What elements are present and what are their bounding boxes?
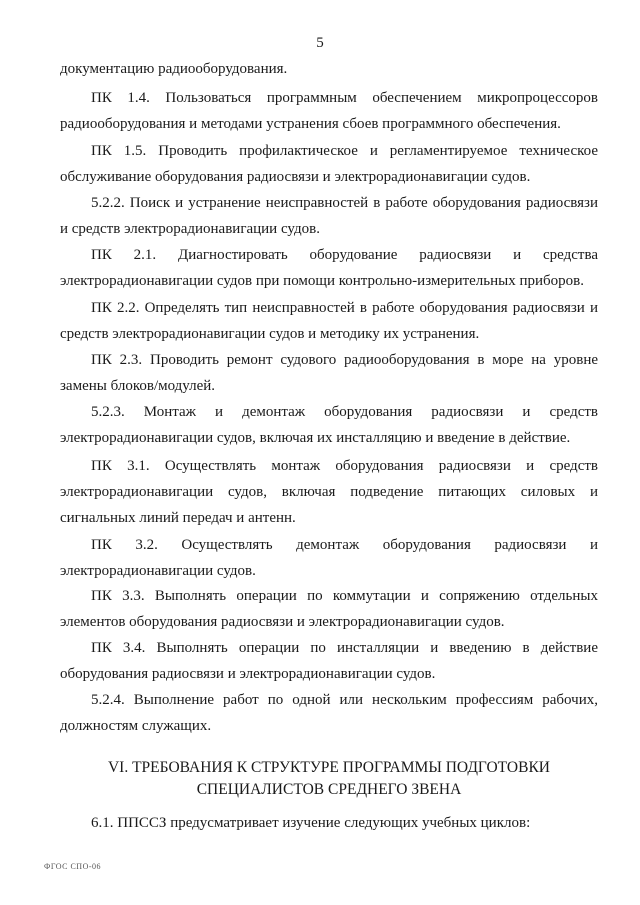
paragraph-pk-3-2: ПК 3.2. Осуществлять демонтаж оборудования радиосвязи и электрорадионавигации судов.: [60, 537, 598, 579]
paragraph-pk-2-1: ПК 2.1. Диагностировать оборудование радиосвязи и средства электрорадионавигации судов при помощи контрольно-измерительных приборов.: [60, 247, 598, 289]
footer-code: ФГОС СПО-06: [44, 862, 102, 871]
paragraph-pk-3-3: ПК 3.3. Выполнять операции по коммутации и сопряжению отдельных элементов оборудования радиосвязи и электрорадионавигации судов.: [60, 588, 598, 630]
paragraph-6-1: 6.1. ППССЗ предусматривает изучение следующих учебных циклов:: [91, 815, 531, 831]
section-heading-line-1: VI. ТРЕБОВАНИЯ К СТРУКТУРЕ ПРОГРАММЫ ПОДГОТОВКИ: [107, 759, 550, 776]
paragraph-5-2-3: 5.2.3. Монтаж и демонтаж оборудования радиосвязи и средств электрорадионавигации судов, включая их инсталляцию и введение в действие.: [60, 404, 598, 446]
paragraph-pk-2-2: ПК 2.2. Определять тип неисправностей в работе оборудования радиосвязи и средств электрорадионавигации судов и методику их устранения.: [60, 300, 598, 342]
section-heading: [60, 757, 598, 801]
section-heading-line-2: СПЕЦИАЛИСТОВ СРЕДНЕГО ЗВЕНА: [196, 781, 462, 798]
paragraph-continuation: документацию радиооборудования.: [60, 61, 288, 77]
page-number: 5: [316, 35, 324, 51]
paragraph-pk-3-4: ПК 3.4. Выполнять операции по инсталляции и введению в действие оборудования радиосвязи и электрорадионавигации судов.: [60, 640, 598, 682]
paragraph-pk-1-4: ПК 1.4. Пользоваться программным обеспечением микропроцессоров радиооборудования и методами устранения сбоев программного обеспечения.: [60, 90, 598, 132]
paragraph-pk-3-1: ПК 3.1. Осуществлять монтаж оборудования радиосвязи и средств электрорадионавигации судов, включая подведение питающих силовых и сигнальных линий передач и антенн.: [60, 458, 598, 526]
paragraph-5-2-2: 5.2.2. Поиск и устранение неисправностей в работе оборудования радиосвязи и средств электрорадионавигации судов.: [60, 195, 598, 237]
paragraph-pk-1-5: ПК 1.5. Проводить профилактическое и регламентируемое техническое обслуживание оборудования радиосвязи и электрорадионавигации судов.: [60, 143, 598, 185]
paragraph-pk-2-3: ПК 2.3. Проводить ремонт судового радиооборудования в море на уровне замены блоков/модулей.: [60, 352, 598, 394]
paragraph-5-2-4: 5.2.4. Выполнение работ по одной или нескольким профессиям рабочих, должностям служащих.: [60, 692, 598, 734]
